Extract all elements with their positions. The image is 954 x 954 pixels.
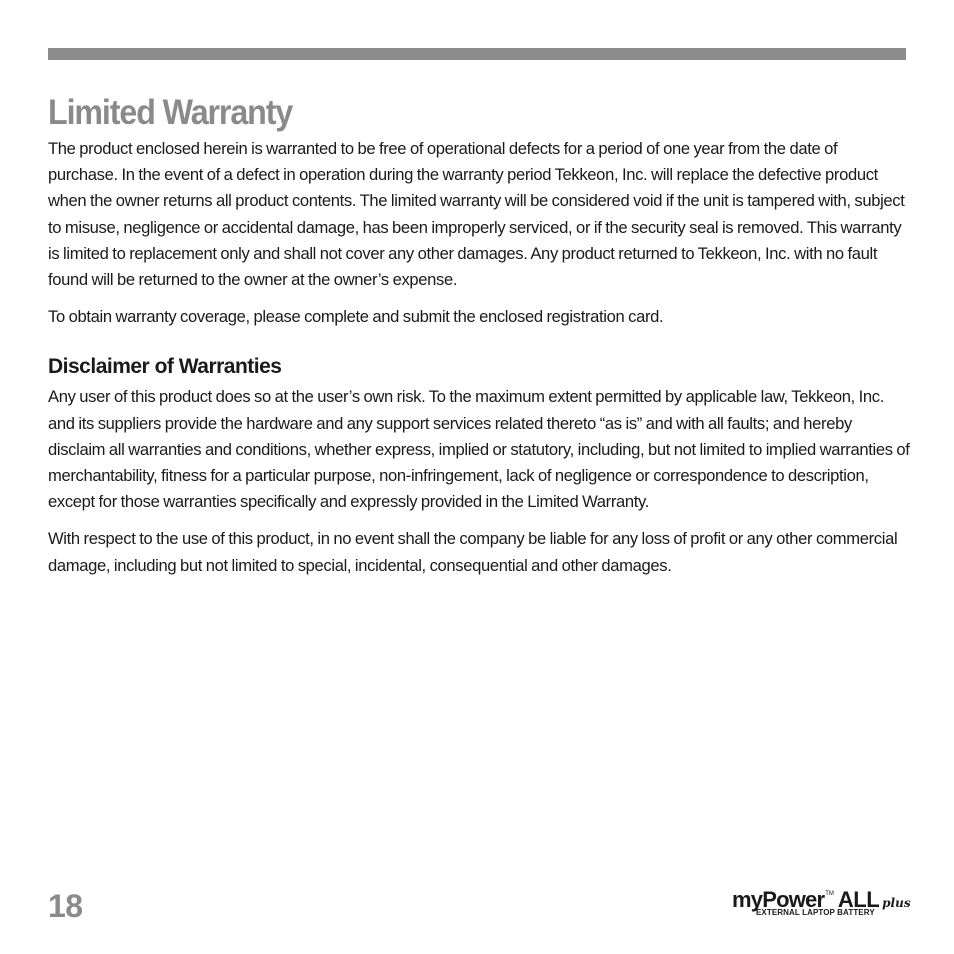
warranty-paragraph-1: The product enclosed herein is warranted to be free of operational defects for a period of one year from the date of purchase. In the event of a defect in operation during the warranty period Tekkeon, Inc. will replace the defective product when the owner returns all product contents. The limited warranty will be considered void if the unit is tampered with, subject to misuse, negligence or accidental damage, has been improperly serviced, or if the security seal is removed. This warranty is limited to replacement only and shall not cover any other damages. Any product returned to Tekkeon, Inc. with no fault found will be returned to the owner at the owner’s expense.: [48, 139, 905, 290]
header-rule: [48, 48, 906, 60]
brand-logo: [732, 880, 912, 924]
brand-trademark: TM: [825, 891, 834, 897]
disclaimer-heading: Disclaimer of Warranties: [48, 355, 282, 379]
brand-tagline: EXTERNAL LAPTOP BATTERY: [756, 908, 875, 917]
brand-all: ALL: [837, 887, 880, 912]
brand-name: myPower: [732, 887, 825, 912]
warranty-paragraph-2: To obtain warranty coverage, please complete and submit the enclosed registration card.: [48, 307, 664, 327]
page-title: Limited Warranty: [48, 93, 293, 132]
brand-plus: plus: [882, 896, 911, 910]
disclaimer-paragraph-2: With respect to the use of this product, in no event shall the company be liable for any loss of profit or any other commercial damage, including but not limited to special, incidental, consequential and other damages.: [48, 529, 898, 575]
disclaimer-paragraph-1: Any user of this product does so at the user’s own risk. To the maximum extent permitted by applicable law, Tekkeon, Inc. and its suppliers provide the hardware and any support services related thereto “as is” and with all faults; and hereby disclaim all warranties and conditions, whether express, implied or statutory, including, but not limited to implied warranties of merchantability, fitness for a particular purpose, non-infringement, lack of negligence or correspondence to description, except for those warranties specifically and expressly provided in the Limited Warranty.: [48, 387, 910, 512]
page-number: 18: [48, 888, 83, 924]
page-content: [48, 90, 910, 590]
